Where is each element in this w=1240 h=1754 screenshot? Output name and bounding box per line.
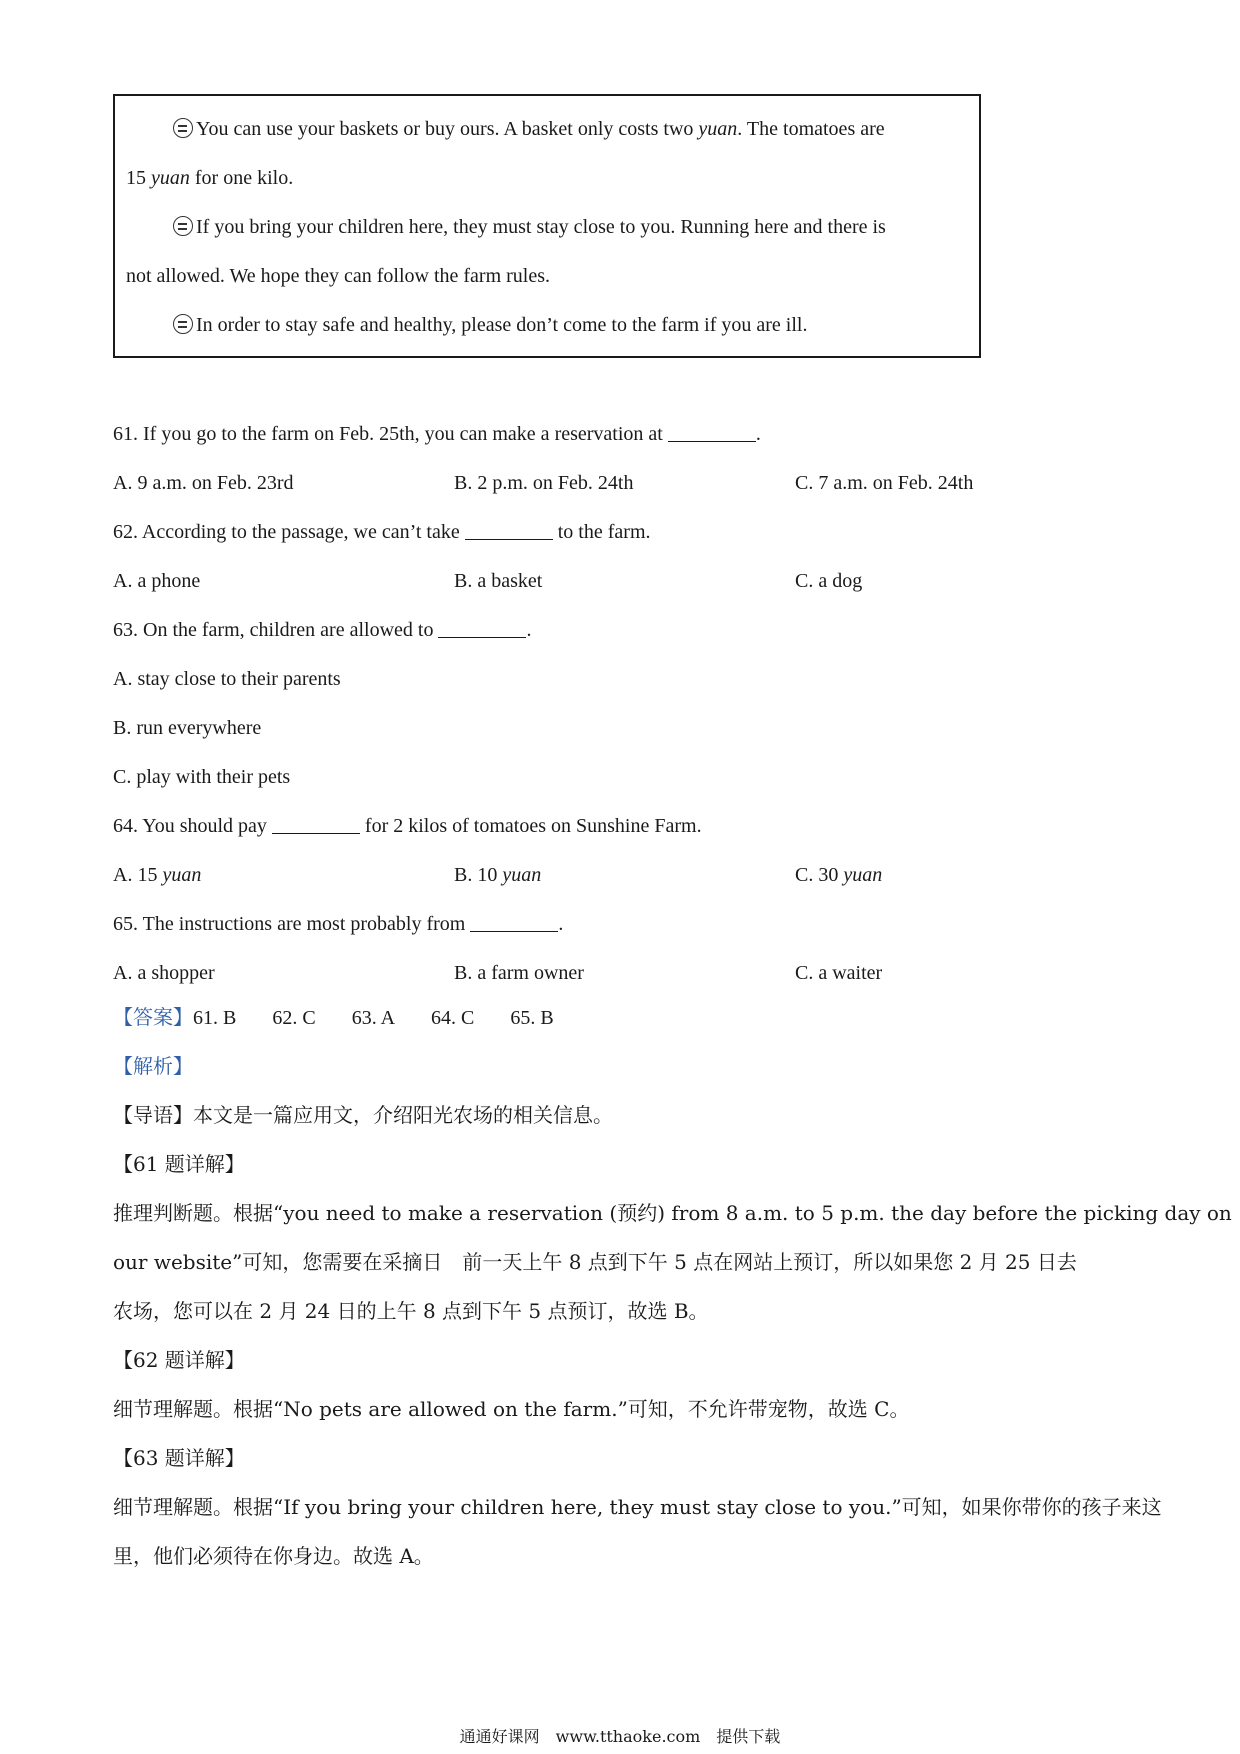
- heading-62: 【62 题详解】: [113, 1348, 245, 1372]
- q62-option-a: A. a phone: [113, 570, 201, 592]
- q64-option-b: B. 10 yuan: [454, 864, 542, 886]
- q61-option-a: A. 9 a.m. on Feb. 23rd: [113, 472, 294, 494]
- q64-option-c: C. 30 yuan: [795, 864, 883, 886]
- rule-1-line-1: You can use your baskets or buy ours. A basket only costs two yuan. The tomatoes are: [173, 117, 885, 141]
- explanation-62: 细节理解题。根据“No pets are allowed on the farm.”可知，不允许带宠物，故选 C。: [113, 1397, 910, 1421]
- heading-63: 【63 题详解】: [113, 1446, 245, 1470]
- rule-3-line: In order to stay safe and healthy, please don’t come to the farm if you are ill.: [173, 313, 807, 337]
- explanation-61-line-1: 推理判断题。根据“you need to make a reservation (预约) from 8 a.m. to 5 p.m. the day before the picking day on: [113, 1201, 1232, 1225]
- rule-2-line-1: If you bring your children here, they must stay close to you. Running here and there is: [173, 215, 886, 239]
- answer-item: 65. B: [510, 1007, 554, 1029]
- intro-text: 【导语】本文是一篇应用文，介绍阳光农场的相关信息。: [113, 1103, 613, 1127]
- q63-option-b: B. run everywhere: [113, 717, 262, 739]
- page-footer: 通通好课网 www.tthaoke.com 提供下载: [459, 1727, 781, 1746]
- question-61: 61. If you go to the farm on Feb. 25th, you can make a reservation at .: [113, 423, 761, 445]
- q63-option-c: C. play with their pets: [113, 766, 291, 788]
- analysis-label: 【解析】: [113, 1054, 193, 1078]
- answer-blank: [272, 815, 360, 834]
- answer-blank: [470, 913, 558, 932]
- answer-items: [193, 1007, 590, 1029]
- question-65: 65. The instructions are most probably from .: [113, 913, 564, 935]
- answer-blank: [668, 423, 756, 442]
- q62-option-b: B. a basket: [454, 570, 543, 592]
- answer-item: 61. B: [193, 1007, 237, 1029]
- q65-option-a: A. a shopper: [113, 962, 215, 984]
- answer-blank: [438, 619, 526, 638]
- q61-option-b: B. 2 p.m. on Feb. 24th: [454, 472, 634, 494]
- q63-option-a: A. stay close to their parents: [113, 668, 341, 690]
- question-63: 63. On the farm, children are allowed to .: [113, 619, 532, 641]
- explanation-61-line-2: our website”可知，您需要在采摘日 前一天上午 8 点到下午 5 点在网站上预订，所以如果您 2 月 25 日去: [113, 1250, 1077, 1274]
- q62-option-c: C. a dog: [795, 570, 863, 592]
- q65-option-b: B. a farm owner: [454, 962, 584, 984]
- answer-label: 【答案】: [113, 1005, 193, 1029]
- answer-item: 62. C: [272, 1007, 316, 1029]
- question-62: 62. According to the passage, we can’t take to the farm.: [113, 521, 651, 543]
- answer-item: 64. C: [431, 1007, 475, 1029]
- explanation-63-line-1: 细节理解题。根据“If you bring your children here, they must stay close to you.”可知，如果你带你的孩子来这: [113, 1495, 1162, 1519]
- rule-bullet-icon: [173, 118, 193, 138]
- rule-bullet-icon: [173, 216, 193, 236]
- q65-option-c: C. a waiter: [795, 962, 883, 984]
- explanation-63-line-2: 里，他们必须待在你身边。故选 A。: [113, 1544, 434, 1568]
- answer-line: [113, 1005, 590, 1030]
- rule-1-line-2: 15 yuan for one kilo.: [126, 167, 294, 189]
- answer-item: 63. A: [351, 1007, 396, 1029]
- rule-2-line-2: not allowed. We hope they can follow the farm rules.: [126, 265, 551, 287]
- explanation-61-line-3: 农场，您可以在 2 月 24 日的上午 8 点到下午 5 点预订，故选 B。: [113, 1299, 709, 1323]
- question-64: 64. You should pay for 2 kilos of tomatoes on Sunshine Farm.: [113, 815, 702, 837]
- answer-blank: [465, 521, 553, 540]
- q61-option-c: C. 7 a.m. on Feb. 24th: [795, 472, 974, 494]
- heading-61: 【61 题详解】: [113, 1152, 245, 1176]
- q64-option-a: A. 15 yuan: [113, 864, 202, 886]
- rule-bullet-icon: [173, 314, 193, 334]
